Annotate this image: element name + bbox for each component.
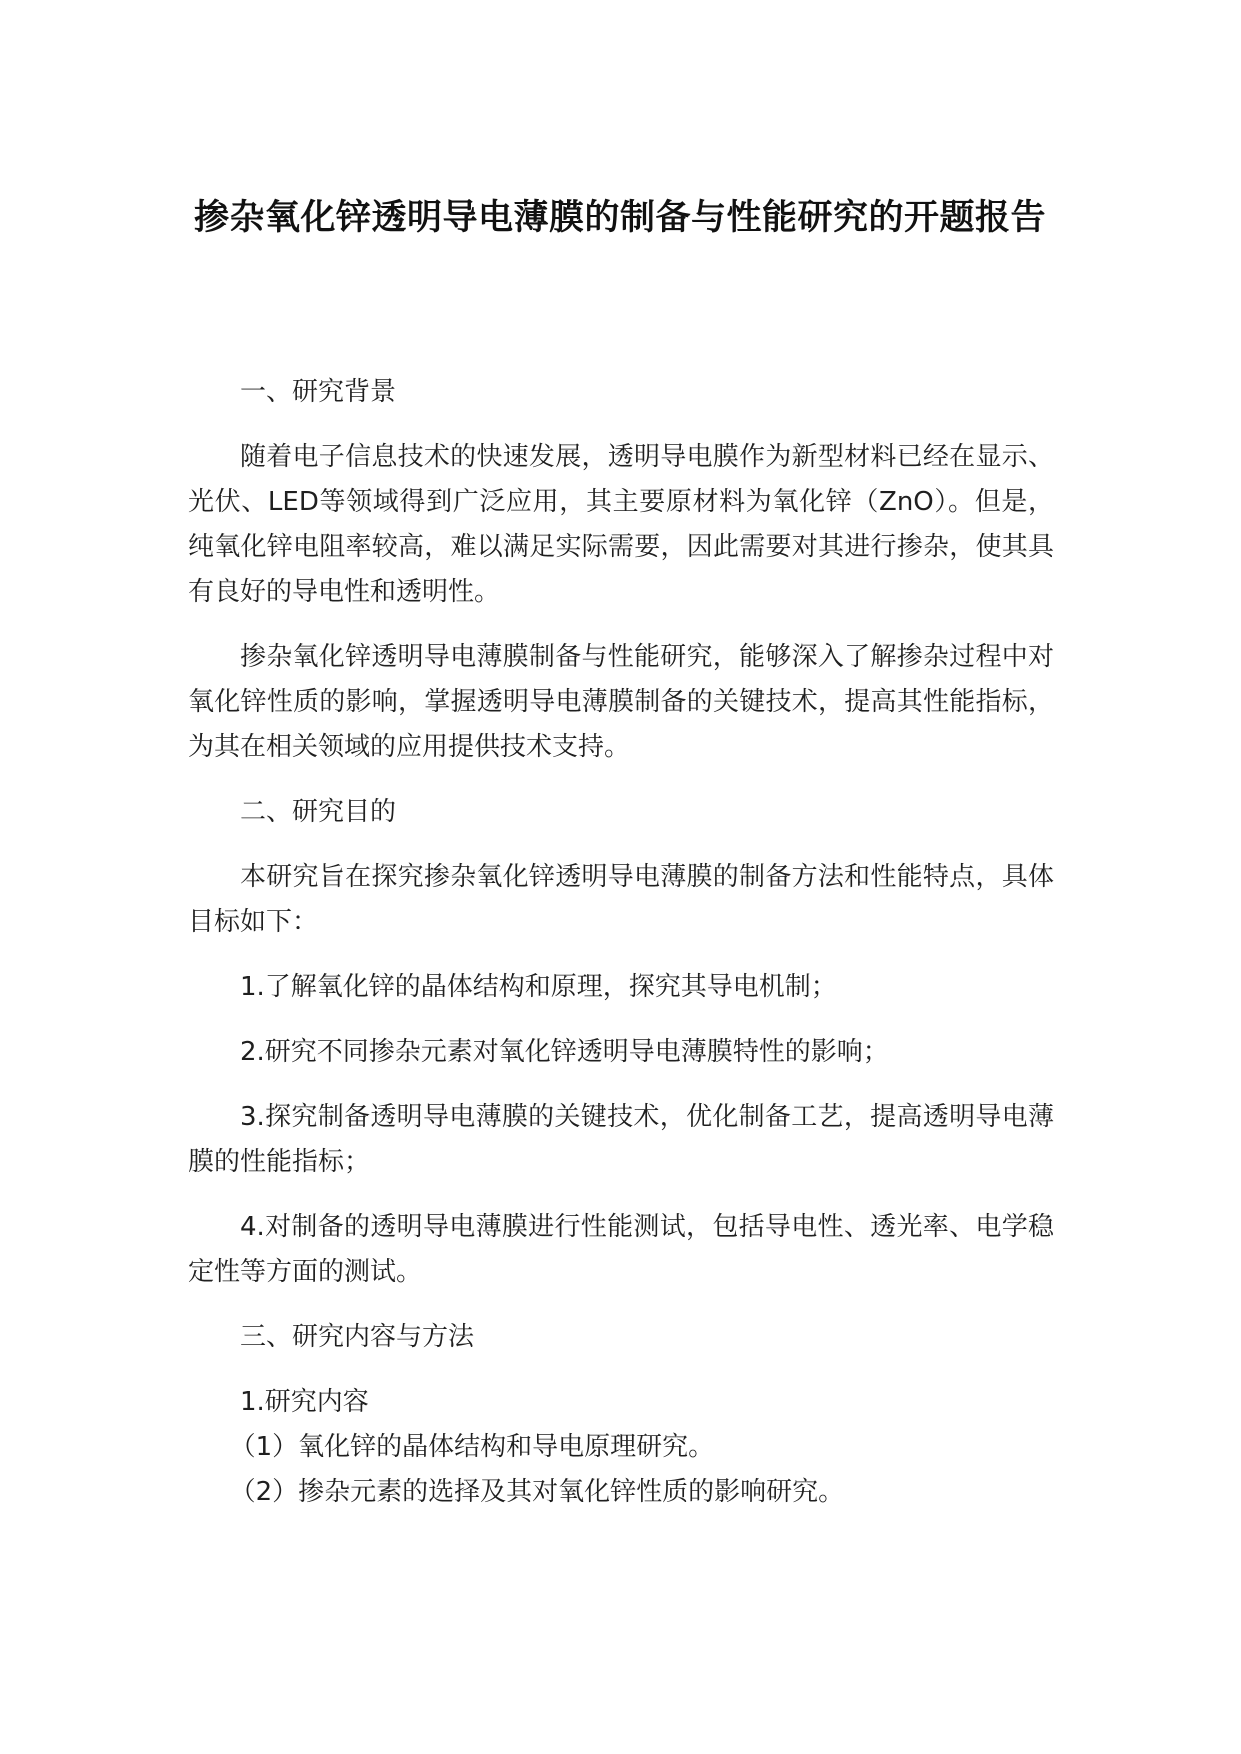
list-item-content-1: （1）氧化锌的晶体结构和导电原理研究。 [229,1432,715,1462]
paragraph-purpose-intro: 本研究旨在探究掺杂氧化锌透明导电薄膜的制备方法和性能特点，具体目标如下： [188,862,1054,937]
list-item-goal-3: 3.探究制备透明导电薄膜的关键技术，优化制备工艺，提高透明导电薄膜的性能指标； [188,1102,1054,1177]
list-item-content-2: （2）掺杂元素的选择及其对氧化锌性质的影响研究。 [229,1477,845,1507]
list-item-goal-2: 2.研究不同掺杂元素对氧化锌透明导电薄膜特性的影响； [240,1037,889,1067]
subheading-research-content: 1.研究内容 [240,1387,369,1417]
paragraph-background-2: 掺杂氧化锌透明导电薄膜制备与性能研究，能够深入了解掺杂过程中对氧化锌性质的影响，掌握透明导电薄膜制备的关键技术，提高其性能指标，为其在相关领域的应用提供技术支持。 [188,642,1054,762]
section-heading-background: 一、研究背景 [240,377,397,407]
paragraph-background-1: 随着电子信息技术的快速发展，透明导电膜作为新型材料已经在显示、光伏、LED等领域得到广泛应用，其主要原材料为氧化锌（ZnO）。但是，纯氧化锌电阻率较高，难以满足实际需要，因此需要对其进行掺杂，使其具有良好的导电性和透明性。 [188,442,1054,607]
document-title: 掺杂氧化锌透明导电薄膜的制备与性能研究的开题报告 [193,198,1046,238]
list-item-goal-1: 1.了解氧化锌的晶体结构和原理，探究其导电机制； [240,972,837,1002]
section-heading-content-method: 三、研究内容与方法 [240,1322,475,1352]
section-heading-purpose: 二、研究目的 [240,797,397,827]
document-body [188,370,1054,1515]
list-item-goal-4: 4.对制备的透明导电薄膜进行性能测试，包括导电性、透光率、电学稳定性等方面的测试。 [188,1212,1054,1287]
